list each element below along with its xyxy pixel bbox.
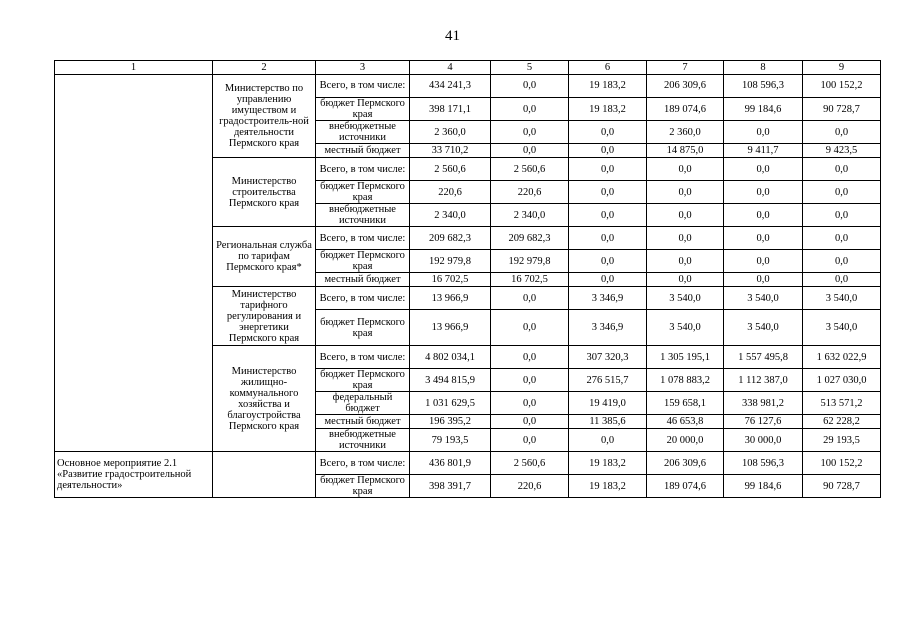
amount-cell: 1 305 195,1 [647, 346, 724, 369]
amount-cell: 0,0 [724, 121, 803, 144]
amount-cell: 0,0 [569, 204, 647, 227]
amount-cell: 99 184,6 [724, 475, 803, 498]
amount-cell: 220,6 [491, 181, 569, 204]
activity-name-cell: Основное мероприятие 2.1 «Развитие градостроительной деятельности» [55, 452, 213, 498]
amount-cell: 3 346,9 [569, 310, 647, 346]
amount-cell: 0,0 [803, 181, 881, 204]
amount-cell: 0,0 [724, 158, 803, 181]
funding-source-cell: Всего, в том числе: [316, 158, 410, 181]
amount-cell: 100 152,2 [803, 452, 881, 475]
amount-cell: 0,0 [491, 144, 569, 158]
funding-source-cell: бюджет Пермского края [316, 369, 410, 392]
funding-source-cell: внебюджетные источники [316, 121, 410, 144]
amount-cell: 276 515,7 [569, 369, 647, 392]
amount-cell: 0,0 [647, 273, 724, 287]
executor-name-cell: Министерство строительства Пермского края [213, 158, 316, 227]
amount-cell: 0,0 [803, 273, 881, 287]
funding-source-cell: бюджет Пермского края [316, 250, 410, 273]
amount-cell: 0,0 [491, 346, 569, 369]
amount-cell: 0,0 [724, 181, 803, 204]
amount-cell: 1 031 629,5 [410, 392, 491, 415]
amount-cell: 189 074,6 [647, 475, 724, 498]
header-cell: 1 [55, 61, 213, 75]
amount-cell: 9 423,5 [803, 144, 881, 158]
amount-cell: 19 183,2 [569, 75, 647, 98]
amount-cell: 76 127,6 [724, 415, 803, 429]
amount-cell: 3 540,0 [803, 310, 881, 346]
funding-source-cell: Всего, в том числе: [316, 346, 410, 369]
amount-cell: 33 710,2 [410, 144, 491, 158]
amount-cell: 398 391,7 [410, 475, 491, 498]
amount-cell: 19 183,2 [569, 475, 647, 498]
amount-cell: 3 540,0 [647, 287, 724, 310]
amount-cell: 0,0 [724, 204, 803, 227]
amount-cell: 14 875,0 [647, 144, 724, 158]
amount-cell: 100 152,2 [803, 75, 881, 98]
amount-cell: 11 385,6 [569, 415, 647, 429]
amount-cell: 220,6 [491, 475, 569, 498]
amount-cell: 19 183,2 [569, 98, 647, 121]
amount-cell: 90 728,7 [803, 98, 881, 121]
amount-cell: 3 540,0 [724, 287, 803, 310]
amount-cell: 1 557 495,8 [724, 346, 803, 369]
amount-cell: 2 560,6 [491, 452, 569, 475]
amount-cell: 4 802 034,1 [410, 346, 491, 369]
amount-cell: 46 653,8 [647, 415, 724, 429]
funding-source-cell: бюджет Пермского края [316, 181, 410, 204]
amount-cell: 206 309,6 [647, 452, 724, 475]
executor-name-cell: Министерство жилищно-коммунального хозяйства и благоустройства Пермского края [213, 346, 316, 452]
activity-cell-empty [55, 75, 213, 452]
amount-cell: 192 979,8 [410, 250, 491, 273]
funding-source-cell: внебюджетные источники [316, 429, 410, 452]
amount-cell: 0,0 [491, 287, 569, 310]
amount-cell: 159 658,1 [647, 392, 724, 415]
amount-cell: 0,0 [724, 273, 803, 287]
amount-cell: 16 702,5 [410, 273, 491, 287]
executor-name-cell: Министерство тарифного регулирования и энергетики Пермского края [213, 287, 316, 346]
amount-cell: 0,0 [491, 415, 569, 429]
amount-cell: 19 183,2 [569, 452, 647, 475]
amount-cell: 108 596,3 [724, 75, 803, 98]
amount-cell: 62 228,2 [803, 415, 881, 429]
amount-cell: 20 000,0 [647, 429, 724, 452]
amount-cell: 206 309,6 [647, 75, 724, 98]
amount-cell: 99 184,6 [724, 98, 803, 121]
amount-cell: 3 346,9 [569, 287, 647, 310]
amount-cell: 9 411,7 [724, 144, 803, 158]
amount-cell: 0,0 [803, 158, 881, 181]
amount-cell: 2 340,0 [410, 204, 491, 227]
amount-cell: 196 395,2 [410, 415, 491, 429]
amount-cell: 0,0 [569, 250, 647, 273]
amount-cell: 0,0 [647, 250, 724, 273]
table-row [55, 452, 881, 475]
amount-cell: 3 494 815,9 [410, 369, 491, 392]
amount-cell: 0,0 [491, 75, 569, 98]
amount-cell: 13 966,9 [410, 287, 491, 310]
amount-cell: 19 419,0 [569, 392, 647, 415]
amount-cell: 0,0 [491, 121, 569, 144]
amount-cell: 209 682,3 [491, 227, 569, 250]
amount-cell: 29 193,5 [803, 429, 881, 452]
amount-cell: 0,0 [491, 429, 569, 452]
amount-cell: 1 078 883,2 [647, 369, 724, 392]
amount-cell: 189 074,6 [647, 98, 724, 121]
header-cell: 5 [491, 61, 569, 75]
amount-cell: 398 171,1 [410, 98, 491, 121]
amount-cell: 0,0 [569, 144, 647, 158]
amount-cell: 2 360,0 [647, 121, 724, 144]
header-cell: 7 [647, 61, 724, 75]
funding-source-cell: федеральный бюджет [316, 392, 410, 415]
funding-source-cell: бюджет Пермского края [316, 475, 410, 498]
amount-cell: 307 320,3 [569, 346, 647, 369]
funding-source-cell: местный бюджет [316, 273, 410, 287]
amount-cell: 0,0 [647, 158, 724, 181]
amount-cell: 0,0 [491, 369, 569, 392]
amount-cell: 209 682,3 [410, 227, 491, 250]
amount-cell: 0,0 [569, 121, 647, 144]
amount-cell: 0,0 [569, 181, 647, 204]
amount-cell: 0,0 [491, 98, 569, 121]
table-row [55, 75, 881, 98]
funding-source-cell: Всего, в том числе: [316, 452, 410, 475]
amount-cell: 0,0 [803, 227, 881, 250]
amount-cell: 338 981,2 [724, 392, 803, 415]
amount-cell: 513 571,2 [803, 392, 881, 415]
amount-cell: 3 540,0 [647, 310, 724, 346]
funding-source-cell: Всего, в том числе: [316, 227, 410, 250]
amount-cell: 0,0 [569, 158, 647, 181]
amount-cell: 3 540,0 [803, 287, 881, 310]
amount-cell: 16 702,5 [491, 273, 569, 287]
executor-name-cell: Региональная служба по тарифам Пермского края* [213, 227, 316, 287]
amount-cell: 436 801,9 [410, 452, 491, 475]
table-body [55, 61, 881, 498]
executor-cell-empty [213, 452, 316, 498]
amount-cell: 0,0 [647, 181, 724, 204]
amount-cell: 0,0 [647, 204, 724, 227]
amount-cell: 2 360,0 [410, 121, 491, 144]
header-cell: 4 [410, 61, 491, 75]
page-number: 41 [445, 28, 460, 44]
funding-source-cell: бюджет Пермского края [316, 98, 410, 121]
amount-cell: 0,0 [569, 227, 647, 250]
amount-cell: 192 979,8 [491, 250, 569, 273]
amount-cell: 3 540,0 [724, 310, 803, 346]
amount-cell: 1 027 030,0 [803, 369, 881, 392]
amount-cell: 30 000,0 [724, 429, 803, 452]
amount-cell: 0,0 [569, 429, 647, 452]
amount-cell: 79 193,5 [410, 429, 491, 452]
amount-cell: 0,0 [803, 250, 881, 273]
amount-cell: 1 112 387,0 [724, 369, 803, 392]
amount-cell: 13 966,9 [410, 310, 491, 346]
funding-source-cell: бюджет Пермского края [316, 310, 410, 346]
header-cell: 9 [803, 61, 881, 75]
amount-cell: 0,0 [491, 392, 569, 415]
amount-cell: 2 560,6 [410, 158, 491, 181]
funding-source-cell: внебюджетные источники [316, 204, 410, 227]
amount-cell: 2 560,6 [491, 158, 569, 181]
header-row [55, 61, 881, 75]
amount-cell: 0,0 [647, 227, 724, 250]
amount-cell: 0,0 [803, 121, 881, 144]
amount-cell: 0,0 [724, 250, 803, 273]
funding-source-cell: местный бюджет [316, 144, 410, 158]
amount-cell: 0,0 [491, 310, 569, 346]
budget-table [54, 60, 881, 498]
amount-cell: 108 596,3 [724, 452, 803, 475]
funding-source-cell: Всего, в том числе: [316, 287, 410, 310]
amount-cell: 434 241,3 [410, 75, 491, 98]
amount-cell: 2 340,0 [491, 204, 569, 227]
amount-cell: 90 728,7 [803, 475, 881, 498]
header-cell: 8 [724, 61, 803, 75]
header-cell: 6 [569, 61, 647, 75]
executor-name-cell: Министерство по управлению имуществом и градостроитель-ной деятельности Пермского края [213, 75, 316, 158]
funding-source-cell: местный бюджет [316, 415, 410, 429]
amount-cell: 0,0 [569, 273, 647, 287]
amount-cell: 0,0 [724, 227, 803, 250]
amount-cell: 1 632 022,9 [803, 346, 881, 369]
amount-cell: 0,0 [803, 204, 881, 227]
amount-cell: 220,6 [410, 181, 491, 204]
header-cell: 2 [213, 61, 316, 75]
funding-source-cell: Всего, в том числе: [316, 75, 410, 98]
header-cell: 3 [316, 61, 410, 75]
